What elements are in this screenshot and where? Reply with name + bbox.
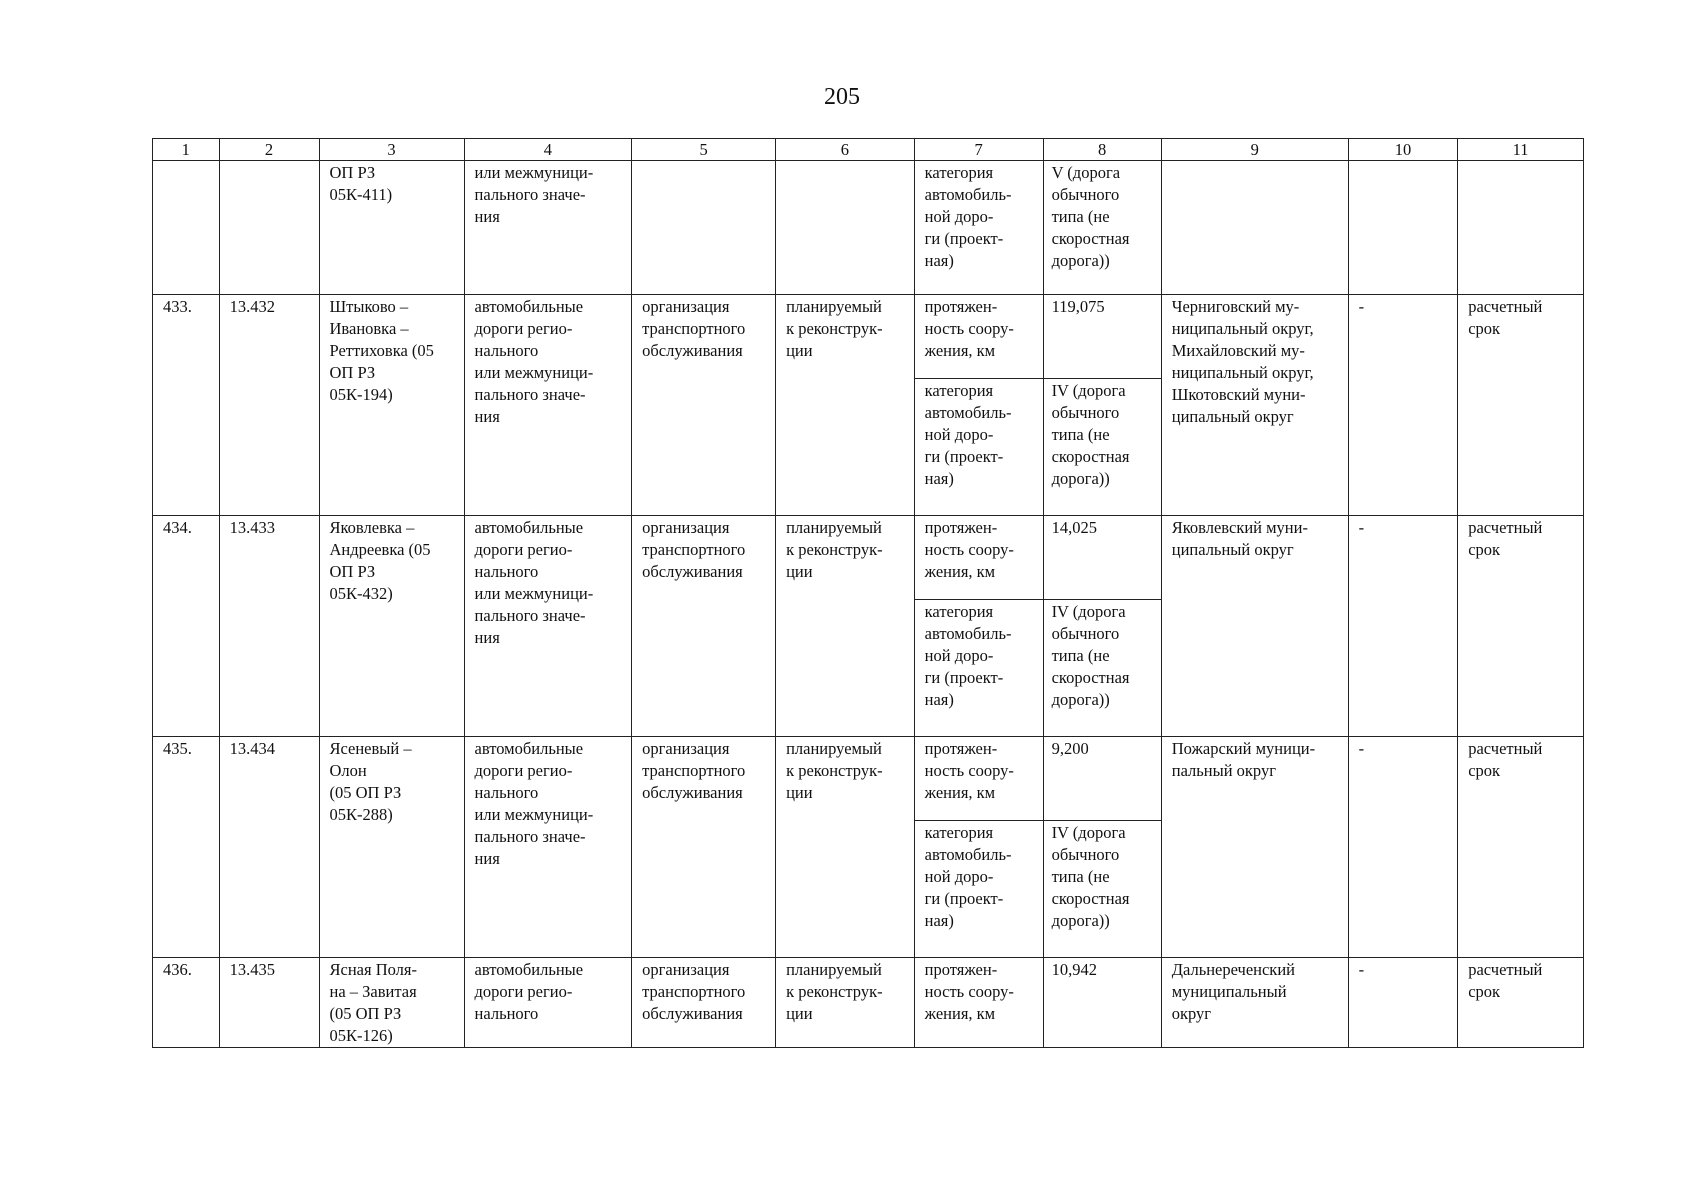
roads-table (152, 138, 1584, 1048)
cell-purpose: организация транспортного обслуживания (632, 295, 776, 516)
cell-location: Дальнереченский муниципальный округ (1161, 958, 1348, 1048)
cell-parameter: категория автомобиль- ной доро- ги (проект- ная) (914, 161, 1043, 295)
col-header: 6 (776, 139, 915, 161)
cell-parameter: категория автомобиль- ной доро- ги (проект- ная) (914, 379, 1043, 516)
cell-name: ОП РЗ 05К-411) (319, 161, 464, 295)
cell-term: расчетный срок (1458, 958, 1584, 1048)
cell-code: 13.432 (219, 295, 319, 516)
cell-number: 436. (153, 958, 220, 1048)
col-header: 7 (914, 139, 1043, 161)
cell-type: автомобильные дороги регио- нального или межмуници- пального значе- ния (464, 295, 632, 516)
cell-value: 119,075 (1043, 295, 1161, 379)
cell-code: 13.433 (219, 516, 319, 737)
cell-purpose: организация транспортного обслуживания (632, 958, 776, 1048)
cell-purpose: организация транспортного обслуживания (632, 737, 776, 958)
cell-value: 14,025 (1043, 516, 1161, 600)
table-row (153, 295, 1584, 379)
cell-status: планируемый к реконструк- ции (776, 295, 915, 516)
cell-status (776, 161, 915, 295)
cell-zone: - (1348, 958, 1458, 1048)
cell-number: 434. (153, 516, 220, 737)
col-header: 3 (319, 139, 464, 161)
cell-code: 13.434 (219, 737, 319, 958)
table-row (153, 737, 1584, 821)
table-row (153, 958, 1584, 1048)
cell-value: 10,942 (1043, 958, 1161, 1048)
page-number: 205 (824, 84, 860, 110)
cell-name: Ясная Поля- на – Завитая (05 ОП РЗ 05К-126) (319, 958, 464, 1048)
cell-term: расчетный срок (1458, 737, 1584, 958)
cell-value: V (дорога обычного типа (не скоростная дорога)) (1043, 161, 1161, 295)
cell-value: 9,200 (1043, 737, 1161, 821)
cell-type: или межмуници- пального значе- ния (464, 161, 632, 295)
cell-type: автомобильные дороги регио- нального (464, 958, 632, 1048)
col-header: 5 (632, 139, 776, 161)
cell-number: 433. (153, 295, 220, 516)
cell-code: 13.435 (219, 958, 319, 1048)
cell-parameter: протяжен- ность соору- жения, км (914, 295, 1043, 379)
col-header: 10 (1348, 139, 1458, 161)
cell-number (153, 161, 220, 295)
cell-type: автомобильные дороги регио- нального или межмуници- пального значе- ния (464, 737, 632, 958)
column-number-row (153, 139, 1584, 161)
cell-zone (1348, 161, 1458, 295)
cell-name: Штыково – Ивановка – Реттиховка (05 ОП РЗ 05К-194) (319, 295, 464, 516)
cell-parameter: категория автомобиль- ной доро- ги (проект- ная) (914, 821, 1043, 958)
cell-value: IV (дорога обычного типа (не скоростная дорога)) (1043, 379, 1161, 516)
cell-zone: - (1348, 295, 1458, 516)
cell-zone: - (1348, 737, 1458, 958)
cell-status: планируемый к реконструк- ции (776, 958, 915, 1048)
cell-parameter: протяжен- ность соору- жения, км (914, 516, 1043, 600)
cell-purpose (632, 161, 776, 295)
cell-number: 435. (153, 737, 220, 958)
cell-parameter: протяжен- ность соору- жения, км (914, 737, 1043, 821)
cell-code (219, 161, 319, 295)
cell-status: планируемый к реконструк- ции (776, 516, 915, 737)
continuation-row (153, 161, 1584, 295)
cell-term: расчетный срок (1458, 516, 1584, 737)
cell-location: Пожарский муници- пальный округ (1161, 737, 1348, 958)
col-header: 4 (464, 139, 632, 161)
col-header: 1 (153, 139, 220, 161)
col-header: 8 (1043, 139, 1161, 161)
cell-term (1458, 161, 1584, 295)
cell-location: Черниговский му- ниципальный округ, Михайловский му- ниципальный округ, Шкотовский муни- ципальный округ (1161, 295, 1348, 516)
cell-zone: - (1348, 516, 1458, 737)
cell-type: автомобильные дороги регио- нального или межмуници- пального значе- ния (464, 516, 632, 737)
cell-purpose: организация транспортного обслуживания (632, 516, 776, 737)
cell-value: IV (дорога обычного типа (не скоростная дорога)) (1043, 821, 1161, 958)
cell-parameter: категория автомобиль- ной доро- ги (проект- ная) (914, 600, 1043, 737)
cell-name: Ясеневый – Олон (05 ОП РЗ 05К-288) (319, 737, 464, 958)
cell-value: IV (дорога обычного типа (не скоростная дорога)) (1043, 600, 1161, 737)
cell-location: Яковлевский муни- ципальный округ (1161, 516, 1348, 737)
table-row (153, 516, 1584, 600)
col-header: 2 (219, 139, 319, 161)
cell-location (1161, 161, 1348, 295)
col-header: 11 (1458, 139, 1584, 161)
cell-status: планируемый к реконструк- ции (776, 737, 915, 958)
col-header: 9 (1161, 139, 1348, 161)
cell-parameter: протяжен- ность соору- жения, км (914, 958, 1043, 1048)
cell-name: Яковлевка – Андреевка (05 ОП РЗ 05К-432) (319, 516, 464, 737)
cell-term: расчетный срок (1458, 295, 1584, 516)
